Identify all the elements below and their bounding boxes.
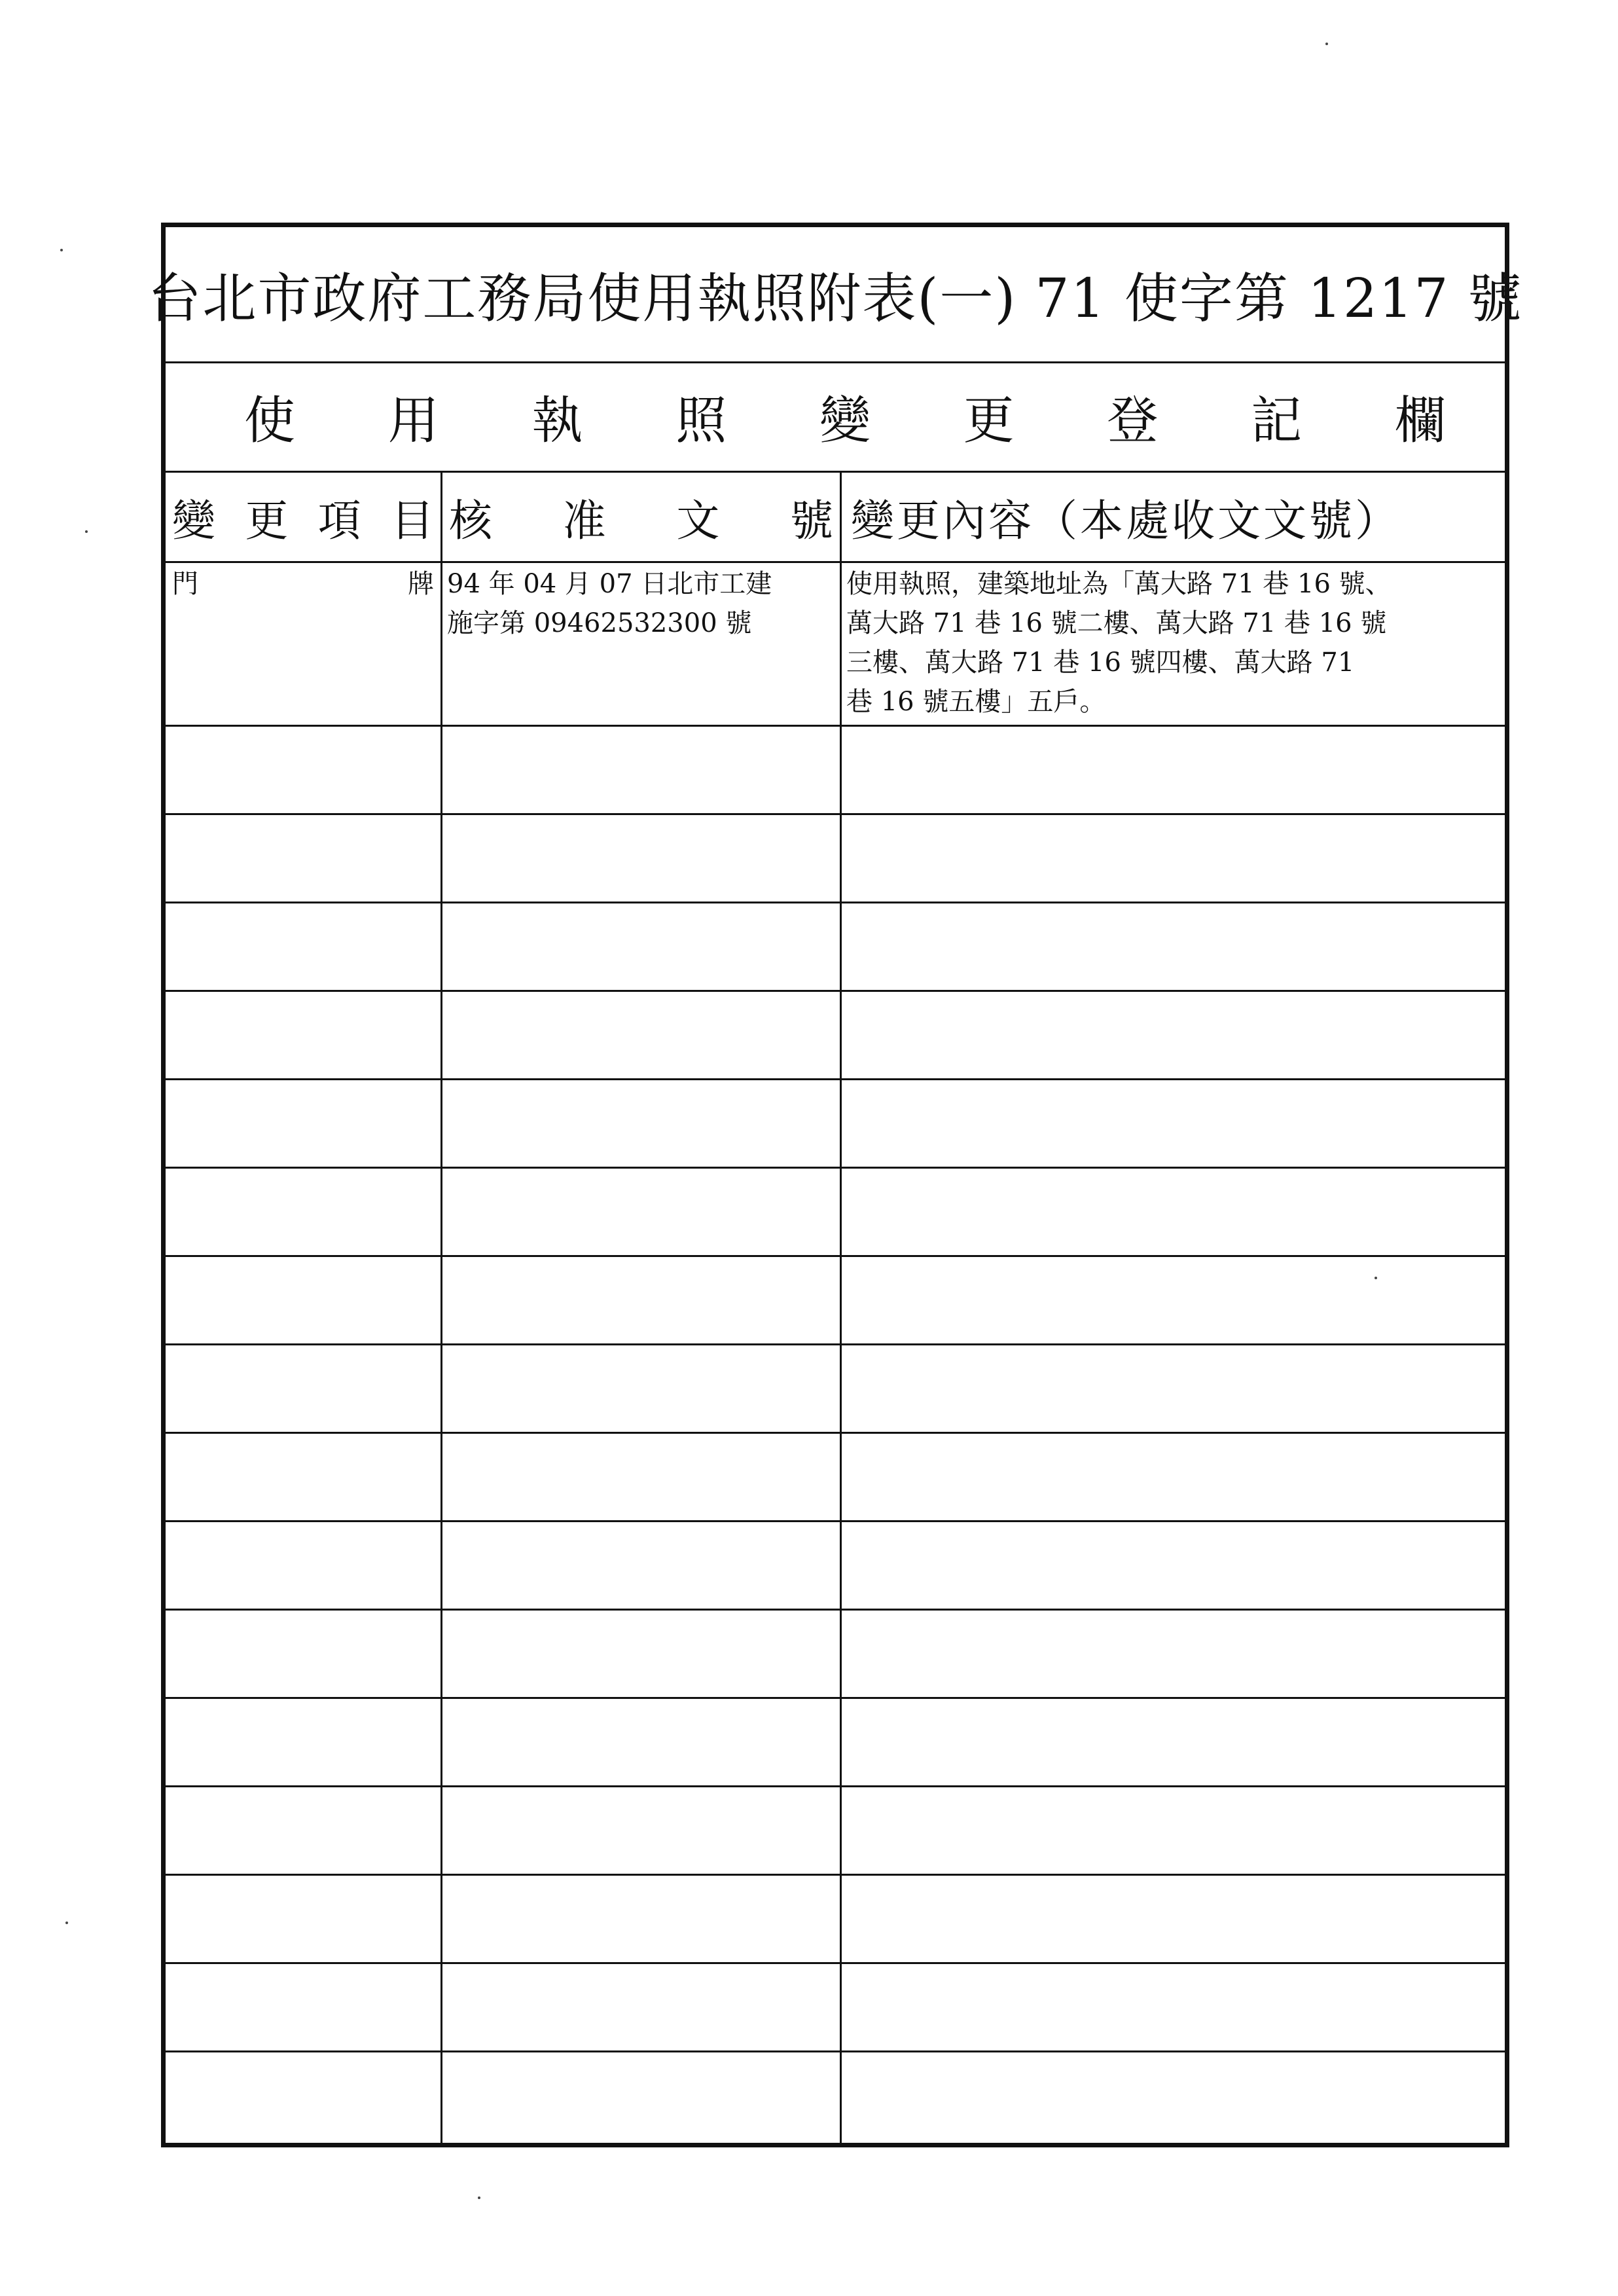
header-change-content: 變更內容（本處收文文號） xyxy=(851,496,1401,546)
header-char: 文 xyxy=(676,496,720,546)
heading-char: 照 xyxy=(675,391,727,450)
text-line: 施字第 09462532300 號 xyxy=(447,608,752,638)
heading-char: 記 xyxy=(1251,391,1303,450)
row-divider xyxy=(166,1609,1505,1611)
scan-speck xyxy=(1325,43,1328,45)
entry-change-content xyxy=(846,564,1502,721)
form-frame xyxy=(147,223,1523,2147)
header-char: 變 xyxy=(172,496,215,546)
scan-speck xyxy=(85,530,88,533)
text-line: 萬大路 71 巷 16 號二樓、萬大路 71 巷 16 號 xyxy=(846,608,1387,638)
text-line: 三樓、萬大路 71 巷 16 號四樓、萬大路 71 xyxy=(846,647,1355,678)
heading-char: 使 xyxy=(244,391,296,450)
column-divider xyxy=(440,473,442,2143)
text-line: 使用執照，建築地址為「萬大路 71 巷 16 號、 xyxy=(846,569,1392,599)
heading-char: 登 xyxy=(1107,391,1159,450)
row-divider xyxy=(166,2050,1505,2052)
scan-speck xyxy=(60,249,63,251)
entry-approval-number xyxy=(447,564,840,643)
header-approval-number xyxy=(442,473,840,561)
row-divider xyxy=(166,990,1505,992)
row-divider xyxy=(166,1167,1505,1169)
entry-change-item xyxy=(166,564,440,604)
text-line: 94 年 04 月 07 日北市工建 xyxy=(447,569,772,599)
heading-char: 變 xyxy=(819,391,871,450)
column-divider xyxy=(840,473,842,2143)
heading-char: 欄 xyxy=(1394,391,1446,450)
header-char: 項 xyxy=(317,496,361,546)
row-divider xyxy=(166,813,1505,815)
row-divider xyxy=(166,1432,1505,1434)
header-char: 核 xyxy=(449,496,492,546)
row-divider xyxy=(166,1697,1505,1699)
header-char: 號 xyxy=(789,496,833,546)
scan-speck xyxy=(1375,1277,1377,1279)
document-title: 台北市政府工務局使用執照附表(一) 71 使字第 1217 號 xyxy=(166,227,1505,363)
row-divider xyxy=(166,1520,1505,1522)
section-heading xyxy=(166,361,1505,473)
header-char: 更 xyxy=(245,496,289,546)
header-change-item xyxy=(166,473,440,561)
scan-speck xyxy=(478,2196,480,2199)
header-char: 准 xyxy=(562,496,606,546)
row-divider xyxy=(166,902,1505,903)
heading-char: 用 xyxy=(387,391,439,450)
row-divider xyxy=(166,725,1505,727)
row-divider xyxy=(166,1343,1505,1345)
row-divider xyxy=(166,1962,1505,1964)
entry-char: 門 xyxy=(172,569,198,599)
heading-char: 更 xyxy=(963,391,1015,450)
record-table xyxy=(166,473,1505,2143)
row-divider xyxy=(166,1785,1505,1787)
heading-char: 執 xyxy=(531,391,583,450)
row-divider xyxy=(166,1078,1505,1080)
text-line: 巷 16 號五樓」五戶。 xyxy=(846,687,1106,717)
row-divider xyxy=(166,1874,1505,1876)
header-char: 目 xyxy=(390,496,434,546)
row-divider xyxy=(166,561,1505,563)
row-divider xyxy=(166,1255,1505,1257)
entry-char: 牌 xyxy=(408,569,434,599)
scan-speck xyxy=(65,1922,68,1924)
